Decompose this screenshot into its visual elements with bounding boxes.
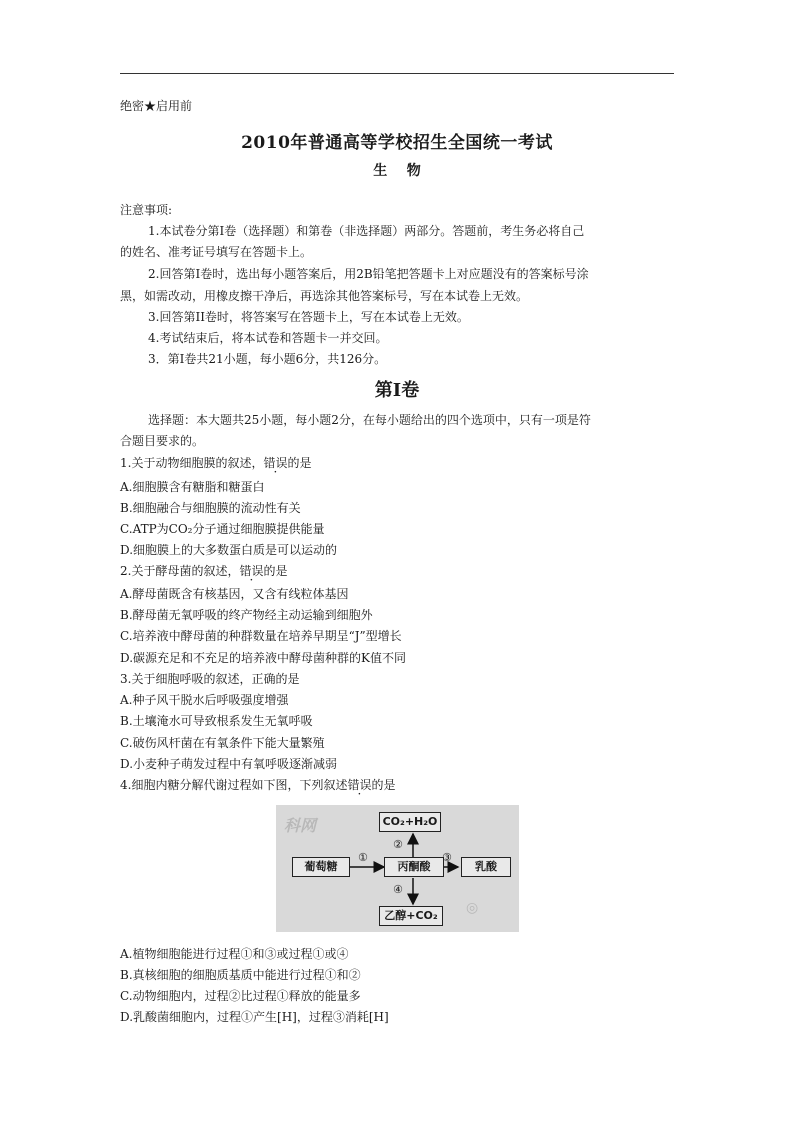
question-4-option-d: D.乳酸菌细胞内，过程①产生[H]，过程③消耗[H]: [120, 1010, 389, 1024]
question-2-option-b: B.酵母菌无氧呼吸的终产物经主动运输到细胞外: [120, 608, 373, 622]
notice-line-7: 3．第Ⅰ卷共21小题，每小题6分，共126分。: [148, 352, 387, 366]
notice-heading: 注意事项:: [120, 203, 173, 217]
notice-line-2: 的姓名、准考证号填写在答题卡上。: [120, 245, 313, 259]
question-1-emphasis: 错误: [263, 456, 288, 470]
question-1-option-a: A.细胞膜含有糖脂和糖蛋白: [120, 480, 265, 494]
section-intro-2: 合题目要求的。: [120, 434, 205, 448]
question-2-stem: [120, 562, 287, 580]
question-2-emphasis: 错误: [239, 564, 264, 578]
question-3-option-d: D.小麦种子萌发过程中有氧呼吸逐渐减弱: [120, 757, 338, 771]
confidential-label: 绝密★启用前: [120, 99, 193, 113]
step-4-label: ④: [393, 883, 403, 896]
notice-line-1: 1.本试卷分第Ⅰ卷（选择题）和第卷（非选择题）两部分。答题前，考生务必将自己: [148, 224, 585, 238]
question-4-stem-end: 的是: [371, 778, 396, 792]
exam-title: 2010年普通高等学校招生全国统一考试: [241, 133, 553, 153]
question-4-option-a: A.植物细胞能进行过程①和③或过程①或④: [120, 947, 349, 961]
notice-line-3: 2.回答第Ⅰ卷时，选出每小题答案后，用2B铅笔把答题卡上对应题没有的答案标号涂: [148, 267, 589, 281]
diagram-watermark-logo-icon: ◎: [466, 900, 479, 916]
question-1-option-b: B.细胞融合与细胞膜的流动性有关: [120, 501, 301, 515]
section-title: 第Ⅰ卷: [374, 380, 420, 401]
ethanol-co2-box: 乙醇+CO₂: [379, 906, 443, 926]
question-4-option-c: C.动物细胞内，过程②比过程①释放的能量多: [120, 989, 361, 1003]
question-4-option-b: B.真核细胞的细胞质基质中能进行过程①和②: [120, 968, 361, 982]
step-2-label: ②: [393, 838, 403, 851]
header-rule: [120, 73, 674, 74]
step-3-label: ③: [442, 851, 452, 864]
question-2-option-d: D.碳源充足和不充足的培养液中酵母菌种群的K值不同: [120, 651, 406, 665]
question-2-option-c: C.培养液中酵母菌的种群数量在培养早期呈“J”型增长: [120, 629, 402, 643]
question-2-stem-text: 2.关于酵母菌的叙述，: [120, 564, 240, 578]
question-1-option-c: C.ATP为CO₂分子通过细胞膜提供能量: [120, 522, 325, 536]
question-1-option-d: D.细胞膜上的大多数蛋白质是可以运动的: [120, 543, 338, 557]
co2-h2o-box: CO₂+H₂O: [379, 812, 441, 832]
notice-line-6: 4.考试结束后，将本试卷和答题卡一并交回。: [148, 331, 388, 345]
question-1-stem: [120, 454, 311, 472]
question-3-option-a: A.种子风干脱水后呼吸强度增强: [120, 693, 289, 707]
question-2-stem-end: 的是: [263, 564, 288, 578]
notice-line-5: 3.回答第II卷时，将答案写在答题卡上，写在本试卷上无效。: [148, 310, 469, 324]
question-3-option-c: C.破伤风杆菌在有氧条件下能大量繁殖: [120, 736, 325, 750]
section-intro-1: 选择题：本大题共25小题，每小题2分，在每小题给出的四个选项中，只有一项是符: [148, 413, 591, 427]
lactate-box: 乳酸: [461, 857, 511, 877]
question-4-emphasis: 错误: [347, 778, 372, 792]
question-3-option-b: B.土壤淹水可导致根系发生无氧呼吸: [120, 714, 313, 728]
question-1-stem-end: 的是: [287, 456, 312, 470]
question-1-stem-text: 1.关于动物细胞膜的叙述，: [120, 456, 264, 470]
metabolism-diagram: [276, 805, 519, 932]
glucose-box: 葡萄糖: [292, 857, 350, 877]
question-2-option-a: A.酵母菌既含有核基因，又含有线粒体基因: [120, 587, 349, 601]
subject-title: 生 物: [373, 163, 421, 179]
pyruvate-box: 丙酮酸: [384, 857, 444, 877]
notice-line-4: 黑，如需改动，用橡皮擦干净后，再选涂其他答案标号，写在本试卷上无效。: [120, 289, 529, 303]
diagram-watermark: 科网: [284, 816, 317, 835]
question-4-stem-text: 4.细胞内糖分解代谢过程如下图，下列叙述: [120, 778, 348, 792]
step-1-label: ①: [358, 851, 368, 864]
question-3-stem: 3.关于细胞呼吸的叙述，正确的是: [120, 672, 300, 686]
question-4-stem: [120, 776, 395, 794]
